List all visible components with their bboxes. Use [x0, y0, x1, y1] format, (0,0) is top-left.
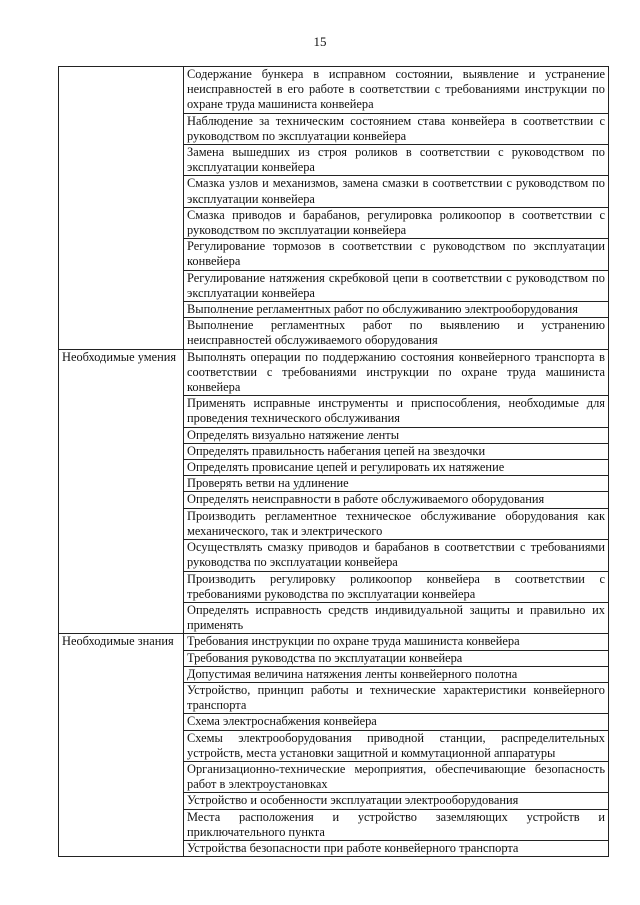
requirement-item: Устройство и особенности эксплуатации электрооборудования — [184, 793, 609, 809]
requirement-item: Применять исправные инструменты и приспособления, необходимые для проведения технического обслуживания — [184, 396, 609, 427]
requirement-item: Устройство, принцип работы и технические характеристики конвейерного транспорта — [184, 682, 609, 713]
section-label: Необходимые умения — [59, 349, 184, 634]
requirement-item: Проверять ветви на удлинение — [184, 476, 609, 492]
requirement-item: Определять исправность средств индивидуальной защиты и правильно их применять — [184, 602, 609, 633]
requirement-item: Выполнение регламентных работ по выявлению и устранению неисправностей обслуживаемого оборудования — [184, 318, 609, 349]
table-row — [59, 349, 609, 396]
requirement-item: Смазка узлов и механизмов, замена смазки в соответствии с руководством по эксплуатации конвейера — [184, 176, 609, 207]
requirement-item: Содержание бункера в исправном состоянии, выявление и устранение неисправностей в его работе в соответствии с требованиями инструкции по охране труда машиниста конвейера — [184, 67, 609, 114]
requirement-item: Наблюдение за техническим состоянием става конвейера в соответствии с руководством по эксплуатации конвейера — [184, 113, 609, 144]
requirement-item: Выполнять операции по поддержанию состояния конвейерного транспорта в соответствии с требованиями инструкции по охране труда машиниста конвейера — [184, 349, 609, 396]
requirement-item: Устройства безопасности при работе конвейерного транспорта — [184, 840, 609, 856]
requirement-item: Требования руководства по эксплуатации конвейера — [184, 650, 609, 666]
requirement-item: Регулирование натяжения скребковой цепи в соответствии с руководством по эксплуатации конвейера — [184, 270, 609, 301]
table-row — [59, 634, 609, 650]
requirement-item: Производить регулировку роликоопор конвейера в соответствии с требованиями руководства по эксплуатации конвейера — [184, 571, 609, 602]
requirements-table — [58, 66, 609, 857]
requirement-item: Организационно-технические мероприятия, обеспечивающие безопасность работ в электроустановках — [184, 761, 609, 792]
section-label: Необходимые знания — [59, 634, 184, 857]
requirement-item: Допустимая величина натяжения ленты конвейерного полотна — [184, 666, 609, 682]
requirement-item: Осуществлять смазку приводов и барабанов в соответствии с требованиями руководства по эксплуатации конвейера — [184, 540, 609, 571]
table-row — [59, 67, 609, 114]
requirement-item: Замена вышедших из строя роликов в соответствии с руководством по эксплуатации конвейера — [184, 145, 609, 176]
requirement-item: Смазка приводов и барабанов, регулировка роликоопор в соответствии с руководством по эксплуатации конвейера — [184, 207, 609, 238]
requirement-item: Схемы электрооборудования приводной станции, распределительных устройств, места установки защитной и коммутационной аппаратуры — [184, 730, 609, 761]
requirement-item: Регулирование тормозов в соответствии с руководством по эксплуатации конвейера — [184, 239, 609, 270]
requirement-item: Требования инструкции по охране труда машиниста конвейера — [184, 634, 609, 650]
requirement-item: Определять правильность набегания цепей на звездочки — [184, 443, 609, 459]
requirement-item: Определять неисправности в работе обслуживаемого оборудования — [184, 492, 609, 508]
requirement-item: Производить регламентное техническое обслуживание оборудования как механического, так и электрического — [184, 508, 609, 539]
section-label-continued — [59, 67, 184, 350]
page-number: 15 — [313, 34, 327, 49]
requirement-item: Места расположения и устройство заземляющих устройств и приключательного пункта — [184, 809, 609, 840]
requirement-item: Схема электроснабжения конвейера — [184, 714, 609, 730]
requirement-item: Выполнение регламентных работ по обслуживанию электрооборудования — [184, 302, 609, 318]
requirement-item: Определять визуально натяжение ленты — [184, 427, 609, 443]
requirement-item: Определять провисание цепей и регулировать их натяжение — [184, 460, 609, 476]
